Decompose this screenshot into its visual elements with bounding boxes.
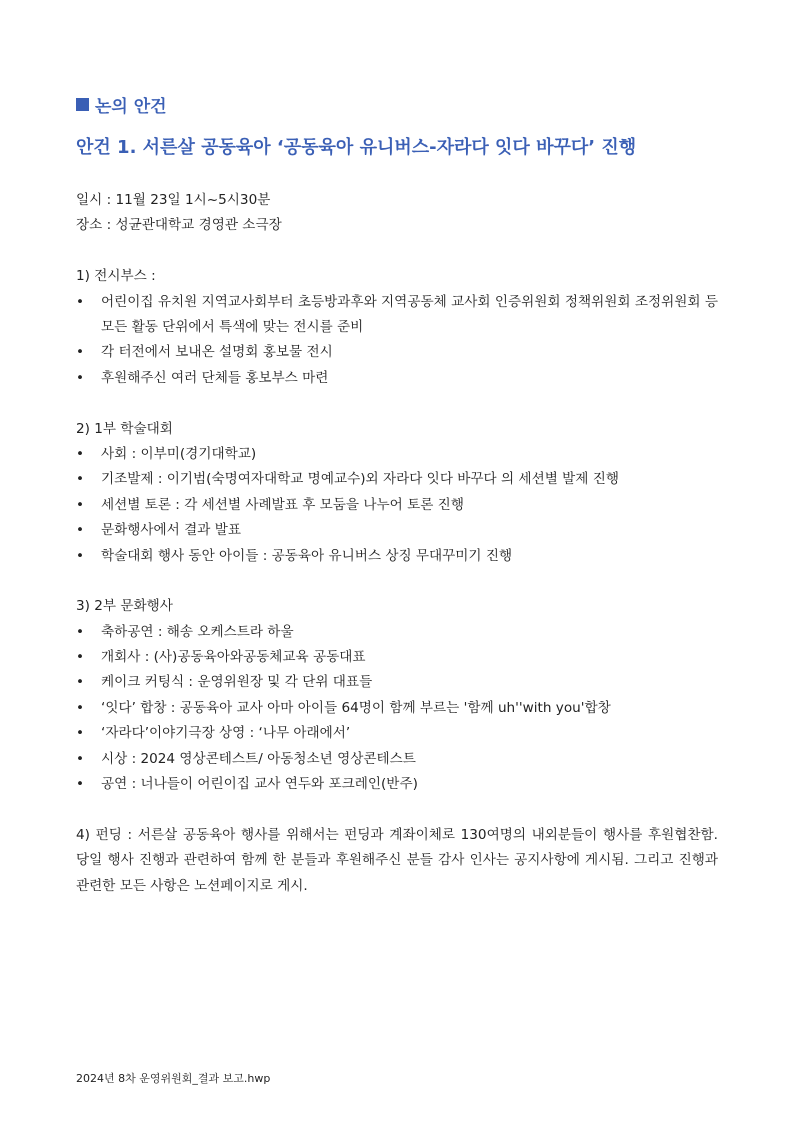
- bullet-icon: •: [76, 750, 85, 767]
- list-item-text: 축하공연 : 해송 오케스트라 하울: [101, 623, 294, 640]
- list-item-text: 후원해주신 여러 단체들 홍보부스 마련: [101, 369, 329, 386]
- list-item-text: 기조발제 : 이기범(숙명여자대학교 명예교수)외 자라다 잇다 바꾸다 의 세션별 발제 진행: [101, 471, 619, 488]
- list-item: [76, 645, 718, 670]
- list-item: [76, 366, 718, 391]
- bullet-icon: •: [76, 344, 85, 361]
- section-title: 3) 2부 문화행사: [76, 598, 173, 615]
- bullet-icon: •: [76, 496, 85, 513]
- list-item: [76, 340, 718, 365]
- list-item-text: ‘자라다’이야기극장 상영 : ‘나무 아래에서’: [101, 725, 351, 742]
- list-item: [76, 747, 718, 772]
- list-item: [76, 290, 718, 341]
- bullet-icon: •: [76, 522, 85, 539]
- bullet-icon: •: [76, 369, 85, 386]
- bullet-icon: •: [76, 725, 85, 742]
- section-heading: [76, 92, 167, 117]
- list-item-text: 케이크 커팅식 : 운영위원장 및 각 단위 대표들: [101, 674, 373, 691]
- list-item: [76, 544, 718, 569]
- list-item: [76, 442, 718, 467]
- list-item: [76, 772, 718, 797]
- agenda-title: 안건 1. 서른살 공동육아 ‘공동육아 유니버스-자라다 잇다 바꾸다’ 진행: [76, 137, 637, 158]
- list-item: [76, 670, 718, 695]
- section-title: 1) 전시부스 :: [76, 268, 156, 285]
- list-item-text: ‘잇다’ 합창 : 공동육아 교사 아마 아이들 64명이 함께 부르는 '함께 uh''with you'합창: [101, 699, 611, 716]
- footer-filename: 2024년 8차 운영위원회_결과 보고.hwp: [76, 1072, 271, 1085]
- bullet-icon: •: [76, 699, 85, 716]
- section-heading-text: 논의 안건: [95, 97, 167, 117]
- document-body: [76, 188, 718, 899]
- list-item-text: 학술대회 행사 동안 아이들 : 공동육아 유니버스 상징 무대꾸미기 진행: [101, 547, 513, 564]
- bullet-icon: •: [76, 674, 85, 691]
- datetime-line: 일시 : 11월 23일 1시~5시30분: [76, 192, 271, 208]
- bullet-icon: •: [76, 649, 85, 666]
- list-item: [76, 721, 718, 746]
- list-item: [76, 493, 718, 518]
- bullet-icon: •: [76, 623, 85, 640]
- bullet-icon: •: [76, 776, 85, 793]
- bullet-icon: •: [76, 471, 85, 488]
- list-item-text: 세션별 토론 : 각 세션별 사례발표 후 모둠을 나누어 토론 진행: [101, 496, 464, 513]
- list-item-text: 문화행사에서 결과 발표: [101, 522, 241, 539]
- list-item-text: 시상 : 2024 영상콘테스트/ 아동청소년 영상콘테스트: [101, 750, 416, 767]
- bullet-icon: •: [76, 445, 85, 462]
- bullet-icon: •: [76, 293, 85, 310]
- list-item: [76, 696, 718, 721]
- list-item: [76, 467, 718, 492]
- bullet-icon: •: [76, 547, 85, 564]
- square-bullet-icon: [76, 98, 89, 111]
- list-item: [76, 620, 718, 645]
- place-line: 장소 : 성균관대학교 경영관 소극장: [76, 217, 282, 234]
- list-item-text: 공연 : 너나들이 어린이집 교사 연두와 포크레인(반주): [101, 776, 418, 793]
- list-item-text: 어린이집 유치원 지역교사회부터 초등방과후와 지역공동체 교사회 인증위원회 정책위원회 조정위원회 등 모든 활동 단위에서 특색에 맞는 전시를 준비: [101, 293, 718, 335]
- list-item-text: 각 터전에서 보내온 설명회 홍보물 전시: [101, 344, 333, 361]
- list-item: [76, 518, 718, 543]
- section-title: 2) 1부 학술대회: [76, 420, 173, 437]
- list-item-text: 개회사 : (사)공동육아와공동체교육 공동대표: [101, 649, 366, 666]
- funding-paragraph: 4) 펀딩 : 서른살 공동육아 행사를 위해서는 펀딩과 계좌이체로 130여명의 내외분들이 행사를 후원협찬함. 당일 행사 진행과 관련하여 함께 한 분들과 후원해주신 분들 감사 인사는 공지사항에 게시됨. 그리고 진행과 관련한 모든 사항은 노션페이지로 게시.: [76, 826, 718, 894]
- list-item-text: 사회 : 이부미(경기대학교): [101, 445, 257, 462]
